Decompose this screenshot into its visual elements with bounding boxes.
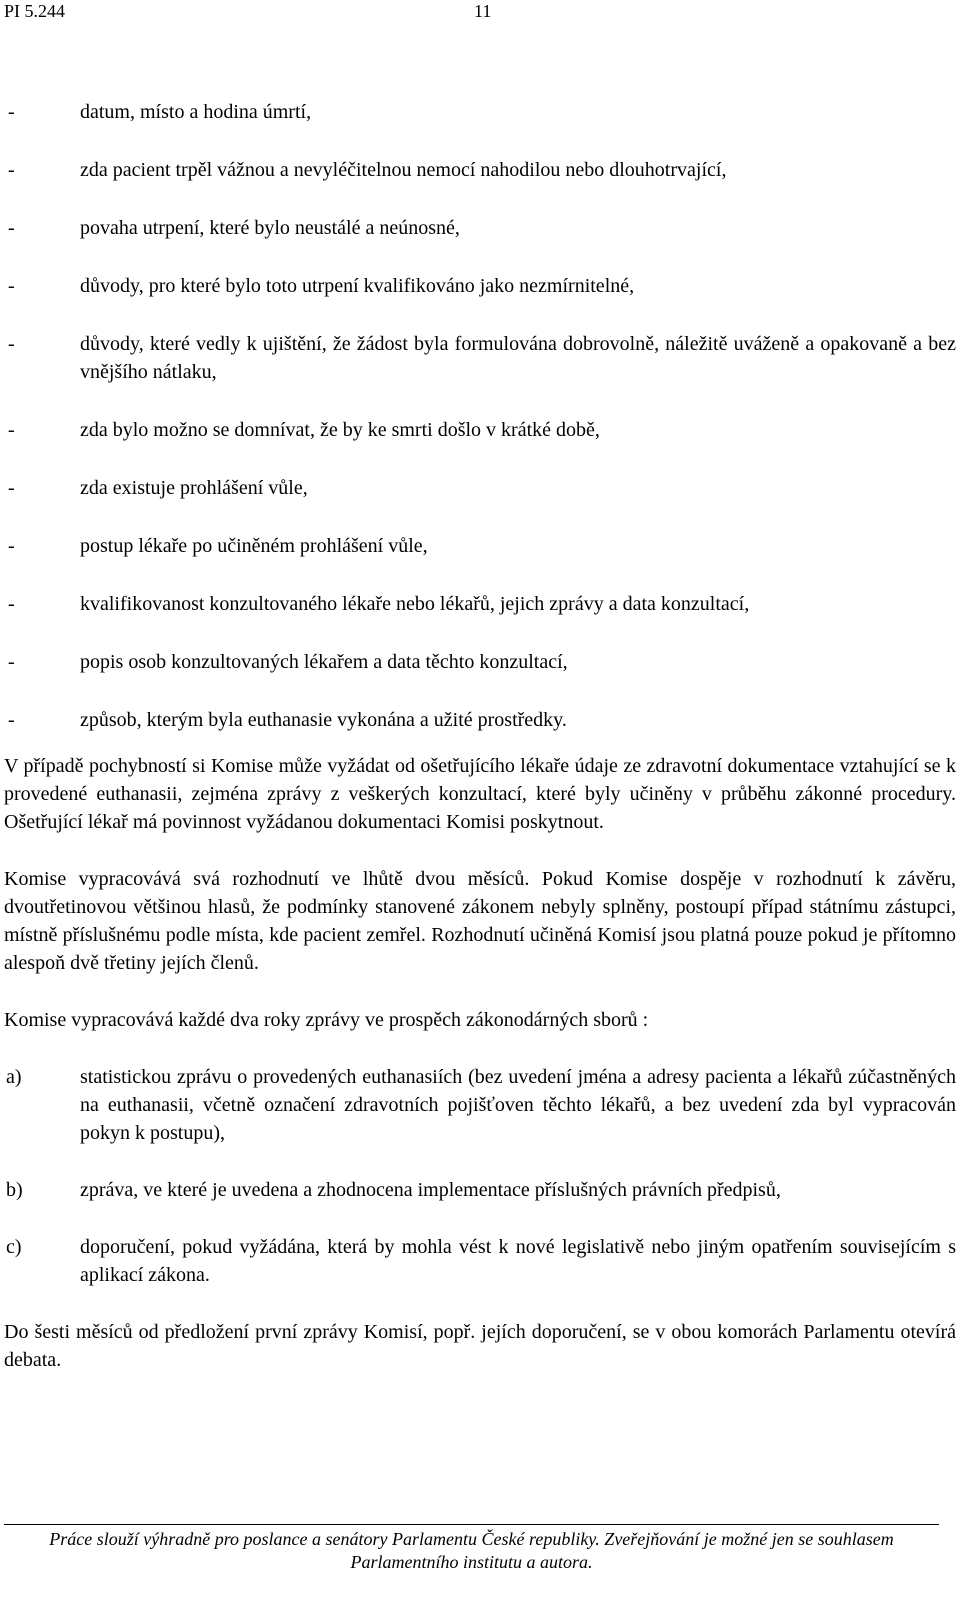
item-text: statistickou zprávu o provedených euthanasiích (bez uvedení jména a adresy pacienta a lékařů zúčastněných na euthanasii, včetně označení zdravotních pojišťoven těchto lékařů, a bez uvedení zda byl vypracován pokyn k postupu), xyxy=(80,1066,956,1144)
list-item-text: popis osob konzultovaných lékařem a data těchto konzultací, xyxy=(80,651,568,673)
page-number: 11 xyxy=(474,1,492,21)
list-item xyxy=(4,648,956,676)
lettered-item-a xyxy=(4,1063,956,1147)
paragraph-decisions: Komise vypracovává svá rozhodnutí ve lhůtě dvou měsíců. Pokud Komise dospěje v rozhodnutí k závěru, dvoutřetinovou většinou hlasů, že podmínky stanovené zákonem nebyly splněny, postoupí případ státnímu zástupci, místně příslušnému podle místa, kde pacient zemřel. Rozhodnutí učiněná Komisí jsou platná pouze pokud je přítomno alespoň dvě třetiny jejích členů. xyxy=(4,868,956,974)
list-dash: - xyxy=(8,159,15,181)
paragraph-reports-intro: Komise vypracovává každé dva roky zprávy ve prospěch zákonodárných sborů : xyxy=(4,1009,649,1031)
list-dash: - xyxy=(8,593,15,615)
list-item-text: postup lékaře po učiněném prohlášení vůle, xyxy=(80,535,428,557)
list-item-text: zda pacient trpěl vážnou a nevyléčitelnou nemocí nahodilou nebo dlouhotrvající, xyxy=(80,159,727,181)
document-id: PI 5.244 xyxy=(4,1,66,21)
item-text: doporučení, pokud vyžádána, která by mohla vést k nové legislativě nebo jiným opatřením souvisejícím s aplikací zákona. xyxy=(80,1236,956,1286)
item-marker: b) xyxy=(6,1179,23,1201)
report-contents-list xyxy=(4,98,956,734)
list-item-text: kvalifikovanost konzultovaného lékaře nebo lékařů, jejich zprávy a data konzultací, xyxy=(80,593,750,615)
list-item-text: důvody, pro které bylo toto utrpení kvalifikováno jako nezmírnitelné, xyxy=(80,275,635,297)
item-marker: c) xyxy=(6,1236,22,1258)
list-dash: - xyxy=(8,535,15,557)
list-item-text: zda existuje prohlášení vůle, xyxy=(80,477,308,499)
list-item xyxy=(4,214,956,242)
item-text: zpráva, ve které je uvedena a zhodnocena implementace příslušných právních předpisů, xyxy=(80,1179,781,1201)
list-dash: - xyxy=(8,333,15,355)
list-dash: - xyxy=(8,709,15,731)
list-item-text: povaha utrpení, které bylo neustálé a neúnosné, xyxy=(80,217,460,239)
paragraph-debate: Do šesti měsíců od předložení první zprávy Komisí, popř. jejích doporučení, se v obou komorách Parlamentu otevírá debata. xyxy=(4,1321,956,1371)
list-item xyxy=(4,532,956,560)
list-item xyxy=(4,706,956,734)
list-item-text: zda bylo možno se domnívat, že by ke smrti došlo v krátké době, xyxy=(80,419,600,441)
list-item xyxy=(4,98,956,126)
list-item-text: způsob, kterým byla euthanasie vykonána a užité prostředky. xyxy=(80,709,567,731)
list-dash: - xyxy=(8,217,15,239)
item-marker: a) xyxy=(6,1066,22,1088)
list-item xyxy=(4,156,956,184)
list-dash: - xyxy=(8,477,15,499)
list-item xyxy=(4,590,956,618)
list-dash: - xyxy=(8,419,15,441)
list-item xyxy=(4,474,956,502)
footer-notice: Práce slouží výhradně pro poslance a senátory Parlamentu České republiky. Zveřejňování je možné jen se souhlasem Parlamentního institutu a autora. xyxy=(49,1529,894,1572)
list-dash: - xyxy=(8,275,15,297)
paragraph-doubts: V případě pochybností si Komise může vyžádat od ošetřujícího lékaře údaje ze zdravotní dokumentace vztahující se k provedené euthanasii, zejména zprávy z veškerých konzultací, které byly učiněny v průběhu zákonné procedury. Ošetřující lékař má povinnost vyžádanou dokumentaci Komisi poskytnout. xyxy=(4,755,956,833)
list-item-text: datum, místo a hodina úmrtí, xyxy=(80,101,312,123)
list-item-text: důvody, které vedly k ujištění, že žádost byla formulována dobrovolně, náležitě uváženě a opakovaně a bez vnějšího nátlaku, xyxy=(80,333,956,383)
page-content xyxy=(4,98,956,1403)
page-header xyxy=(4,0,944,24)
list-dash: - xyxy=(8,101,15,123)
lettered-item-c xyxy=(4,1233,956,1289)
footer-divider xyxy=(4,1524,939,1525)
list-dash: - xyxy=(8,651,15,673)
list-item xyxy=(4,416,956,444)
reports-list xyxy=(4,1063,956,1289)
list-item xyxy=(4,330,956,386)
lettered-item-b xyxy=(4,1176,956,1204)
list-item xyxy=(4,272,956,300)
